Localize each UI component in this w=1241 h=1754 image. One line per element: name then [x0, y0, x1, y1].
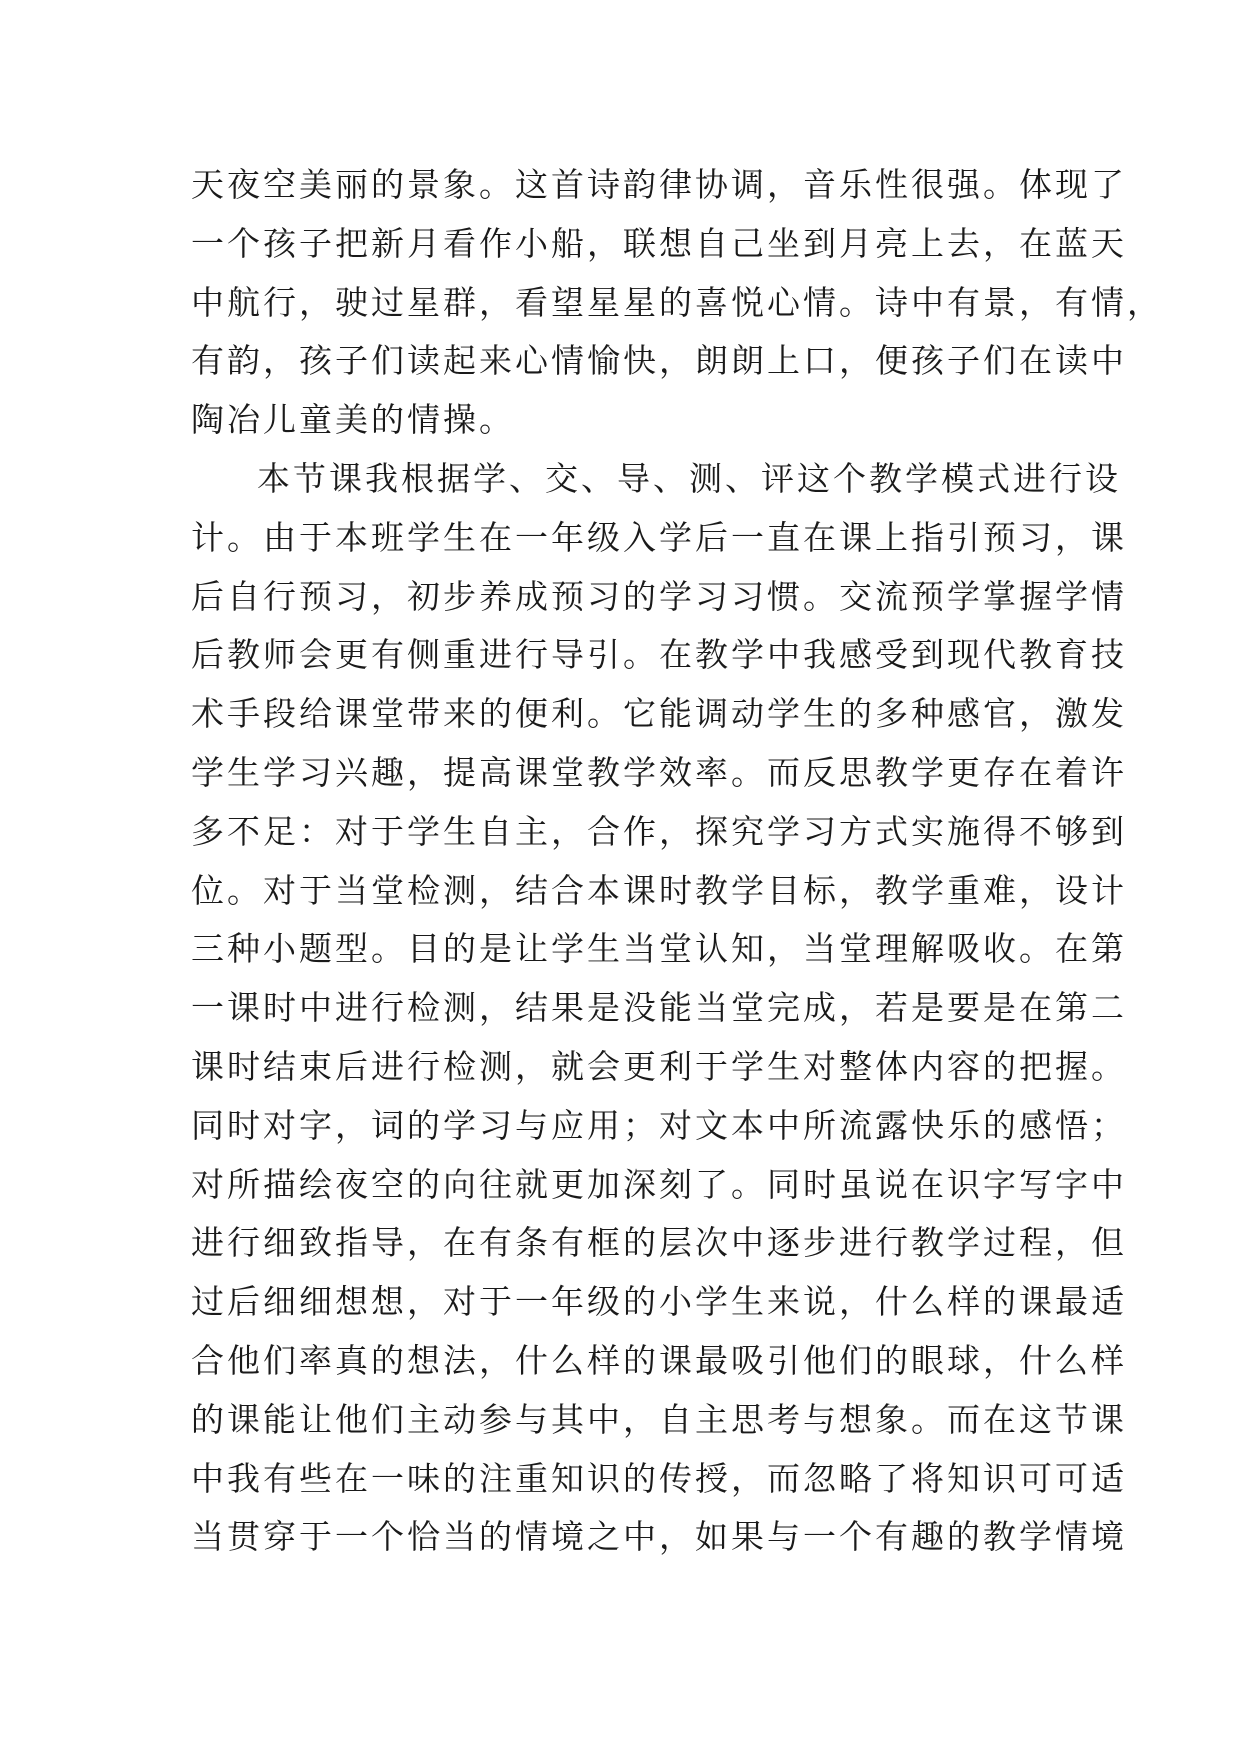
- text-line: 中航行，驶过星群，看望星星的喜悦心情。诗中有景，有情，: [191, 282, 1163, 322]
- text-line: 陶冶儿童美的情操。: [191, 400, 515, 440]
- text-line: 学生学习兴趣，提高课堂教学效率。而反思教学更存在着许: [191, 752, 1127, 792]
- paragraph-1: [191, 156, 1163, 450]
- text-line: 后教师会更有侧重进行导引。在教学中我感受到现代教育技: [191, 635, 1127, 675]
- text-line: 多不足：对于学生自主，合作，探究学习方式实施得不够到: [191, 811, 1127, 851]
- text-line: 位。对于当堂检测，结合本课时教学目标，教学重难，设计: [191, 870, 1127, 910]
- text-line: 天夜空美丽的景象。这首诗韵律协调，音乐性很强。体现了: [191, 165, 1127, 204]
- text-line: 三种小题型。目的是让学生当堂认知，当堂理解吸收。在第: [191, 929, 1127, 969]
- text-line: 后自行预习，初步养成预习的学习习惯。交流预学掌握学情: [191, 576, 1127, 616]
- text-line: 对所描绘夜空的向往就更加深刻了。同时虽说在识字写字中: [191, 1164, 1127, 1204]
- document-body: [191, 156, 1163, 1567]
- text-line: 有韵，孩子们读起来心情愉快，朗朗上口，便孩子们在读中: [191, 341, 1127, 381]
- text-line: 课时结束后进行检测，就会更利于学生对整体内容的把握。: [191, 1046, 1127, 1086]
- text-line: 合他们率真的想法，什么样的课最吸引他们的眼球，什么样: [191, 1340, 1127, 1380]
- text-line: 中我有些在一味的注重知识的传授，而忽略了将知识可可适: [191, 1458, 1127, 1498]
- text-line: 一个孩子把新月看作小船，联想自己坐到月亮上去，在蓝天: [191, 223, 1127, 263]
- text-line: 术手段给课堂带来的便利。它能调动学生的多种感官，激发: [191, 694, 1127, 734]
- text-line-first-indented: 本节课我根据学、交、导、测、评这个教学模式进行设: [257, 458, 1121, 498]
- text-line: 进行细致指导，在有条有框的层次中逐步进行教学过程，但: [191, 1223, 1127, 1263]
- text-line: 一课时中进行检测，结果是没能当堂完成，若是要是在第二: [191, 988, 1127, 1028]
- text-line: 同时对字，词的学习与应用；对文本中所流露快乐的感悟；: [191, 1105, 1127, 1145]
- paragraph-2: [191, 450, 1127, 1567]
- text-line: 过后细细想想，对于一年级的小学生来说，什么样的课最适: [191, 1282, 1127, 1322]
- text-line: 的课能让他们主动参与其中，自主思考与想象。而在这节课: [191, 1399, 1127, 1439]
- text-line: 计。由于本班学生在一年级入学后一直在课上指引预习，课: [191, 517, 1127, 557]
- text-line: 当贯穿于一个恰当的情境之中，如果与一个有趣的教学情境: [191, 1517, 1127, 1557]
